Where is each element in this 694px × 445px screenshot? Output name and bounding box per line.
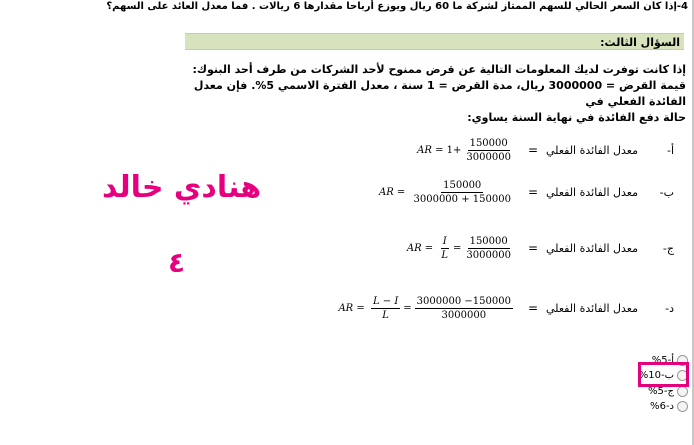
question-line: حالة دفع الفائدة في نهاية السنة يساوي: [467, 111, 686, 124]
equation-equals: = [527, 301, 539, 315]
answer-highlight-box [638, 362, 689, 387]
equation-label: معدل الفائدة الفعلي [546, 143, 638, 157]
formula: AR = $\frac{I}{L}$ = $\frac{150000}{3000000}$ [406, 235, 511, 261]
radio-button[interactable] [677, 386, 688, 397]
formula: AR = $\frac{L - I}{L}$ = $\frac{3000000 -150000}{3000000}$ [338, 295, 511, 321]
equation-letter: ب- [659, 185, 674, 199]
fraction-denominator: 3000000 + 150000 [413, 193, 511, 205]
question-line: إذا كانت توفرت لديك المعلومات التالية عن قرض ممنوح لأحد الشركات من طرف أحد البنوك: [192, 63, 686, 76]
fraction [464, 138, 513, 163]
watermark-name: هنادي خالد [102, 170, 262, 205]
previous-question-text: 4-إذا كان السعر الحالي للسهم الممتاز لشركة ما 60 ريال ويوزع أرباحا مقدارها 6 ريالات . فما معدل العائد على السهم؟ [106, 1, 688, 12]
equation-label: معدل الفائدة الفعلي [546, 301, 638, 315]
fraction [464, 236, 513, 261]
radio-button[interactable] [677, 401, 688, 412]
fraction-numerator: I [442, 235, 447, 247]
fraction [412, 180, 513, 205]
formula-lhs: AR [417, 144, 432, 156]
option-label: ب-10% [638, 369, 674, 381]
equation-b [379, 172, 674, 212]
equation-c [407, 228, 674, 268]
equation-d [338, 288, 674, 328]
fraction-denominator: 3000000 [466, 249, 511, 261]
fraction-denominator: L [441, 249, 449, 261]
equation-equals: = [527, 143, 539, 157]
question-line: قيمة القرض = 3000000 ريال، مدة القرض = 1 سنة ، معدل الفترة الاسمي 5%. فإن معدل الفائدة الفعلي في [193, 79, 686, 108]
equation-label: معدل الفائدة الفعلي [546, 185, 638, 199]
fraction-denominator: 3000000 [466, 151, 511, 163]
fraction-denominator: 3000000 [441, 309, 487, 321]
equation-a [417, 130, 674, 170]
fraction [415, 296, 513, 321]
equation-equals: = [527, 185, 539, 199]
equation-label: معدل الفائدة الفعلي [546, 241, 638, 255]
fraction-numerator: L − I [372, 295, 399, 307]
fraction-denominator: L [382, 309, 389, 321]
section-title: السؤال الثالث: [600, 36, 680, 49]
fraction-symbolic [371, 296, 400, 321]
equation-equals: = [527, 241, 539, 255]
option-label: أ-5% [651, 354, 674, 366]
watermark-number: ٤ [168, 246, 186, 279]
fraction-numerator: 150000 [469, 235, 508, 247]
formula-lhs: AR [338, 302, 354, 314]
formula: AR = 1+ $\frac{150000}{3000000}$ [417, 137, 511, 163]
equation-letter: ج- [662, 241, 674, 255]
formula-lhs: AR [378, 186, 394, 198]
fraction-numerator: 3000000 −150000 [416, 295, 511, 307]
equation-letter: أ- [666, 143, 674, 157]
formula-prefix: 1+ [446, 144, 462, 156]
fraction-symbolic [439, 236, 450, 261]
answer-option-d[interactable] [650, 399, 688, 413]
section-header [185, 33, 684, 50]
formula-lhs: AR [406, 242, 422, 254]
formula: AR = $\frac{150000}{3000000 + 150000}$ [378, 179, 511, 205]
question-text [181, 62, 686, 126]
fraction-numerator: 150000 [469, 137, 508, 149]
option-label: ج-5% [648, 385, 674, 397]
equation-letter: د- [665, 301, 674, 315]
option-label: د-6% [650, 400, 674, 412]
fraction-numerator: 150000 [443, 179, 482, 191]
